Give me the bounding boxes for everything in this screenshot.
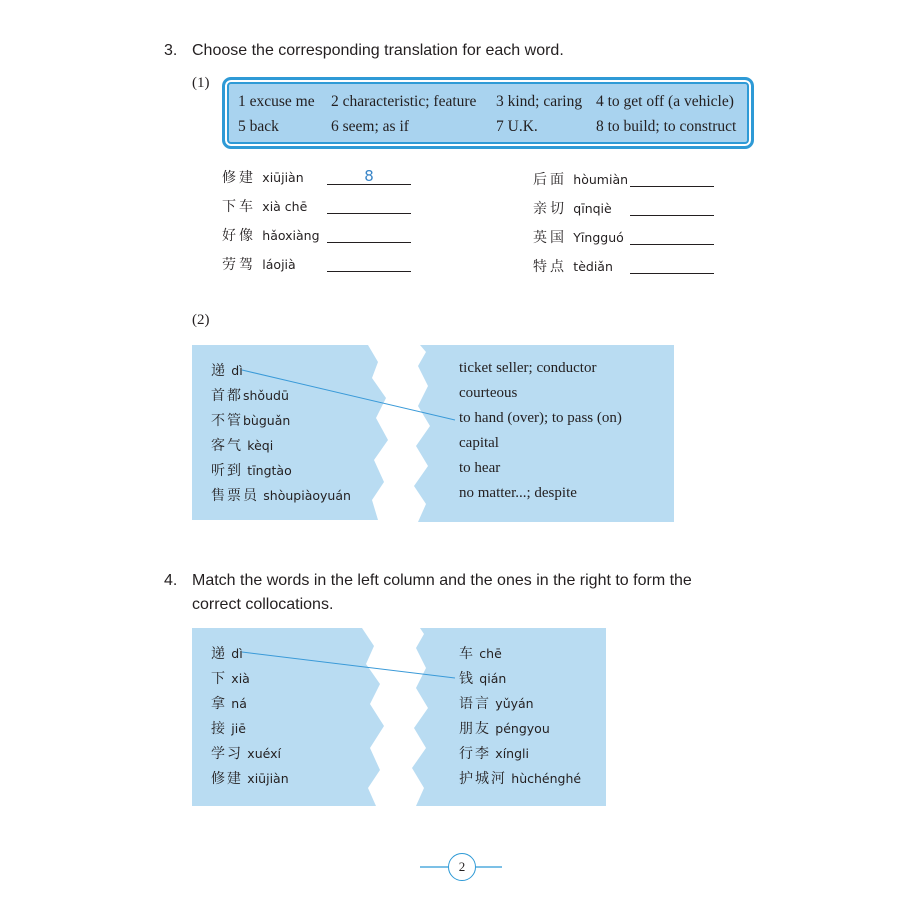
page-number: 2 [448, 853, 476, 881]
part1-label: (1) [192, 75, 210, 91]
answer-blank[interactable]: 8 [327, 168, 411, 185]
vocab-word: 后面 hòumiàn [533, 172, 629, 188]
vocab-word: 下车 xià chē [222, 199, 308, 215]
vocab-word: 好像 hǎoxiàng [222, 228, 320, 244]
collocation-right-item: 钱 qián [459, 671, 507, 687]
bank-item: 2 characteristic; feature [331, 93, 477, 110]
q4-number: 4. [164, 572, 178, 589]
match-right-item: to hear [459, 460, 501, 476]
match-left-item: 递 dì [211, 363, 243, 379]
match-right-item: no matter...; despite [459, 485, 577, 501]
q3-number: 3. [164, 42, 178, 59]
match-left-item: 客气 kèqi [211, 438, 274, 454]
collocation-left-item: 学习 xuéxí [211, 746, 281, 762]
collocation-right-item: 朋友 péngyou [459, 721, 550, 737]
match-left-item: 售票员 shòupiàoyuán [211, 488, 351, 504]
match-left-item: 首都shǒudū [211, 388, 289, 404]
match-left-item: 不管bùguǎn [211, 413, 291, 429]
match-right-item: to hand (over); to pass (on) [459, 410, 622, 426]
vocab-word: 劳驾 láojià [222, 257, 296, 273]
vocab-word: 英国 Yīngguó [533, 230, 624, 246]
vocab-word: 修建 xiūjiàn [222, 170, 304, 186]
collocation-left-item: 修建 xiūjiàn [211, 771, 289, 787]
bank-item: 4 to get off (a vehicle) [596, 93, 734, 110]
collocation-right-item: 语言 yǔyán [459, 696, 534, 712]
collocation-left-item: 递 dì [211, 646, 243, 662]
match-right-item: ticket seller; conductor [459, 360, 597, 376]
match-left-item: 听到 tīngtào [211, 463, 292, 479]
match-right-item: courteous [459, 385, 518, 401]
vocab-word: 亲切 qīnqiè [533, 201, 612, 217]
collocation-left-item: 接 jiē [211, 721, 246, 737]
collocation-right-item: 行李 xíngli [459, 746, 529, 762]
q4-instruction-line1: Match the words in the left column and the ones in the right to form the [192, 572, 692, 589]
collocation-left-item: 拿 ná [211, 696, 247, 712]
part2-label: (2) [192, 312, 210, 328]
q4-instruction-line2: correct collocations. [192, 596, 334, 613]
bank-item: 6 seem; as if [331, 118, 409, 135]
q3-instruction: Choose the corresponding translation for each word. [192, 42, 564, 59]
collocation-right-item: 车 chē [459, 646, 502, 662]
collocation-right-item: 护城河 hùchénghé [459, 771, 582, 787]
bank-item: 5 back [238, 118, 279, 135]
bank-item: 1 excuse me [238, 93, 315, 110]
match-right-item: capital [459, 435, 499, 451]
bank-item: 8 to build; to construct [596, 118, 737, 135]
bank-item: 7 U.K. [496, 118, 538, 135]
collocation-left-item: 下 xià [211, 671, 250, 687]
vocab-word: 特点 tèdiǎn [533, 259, 613, 275]
bank-item: 3 kind; caring [496, 93, 583, 110]
